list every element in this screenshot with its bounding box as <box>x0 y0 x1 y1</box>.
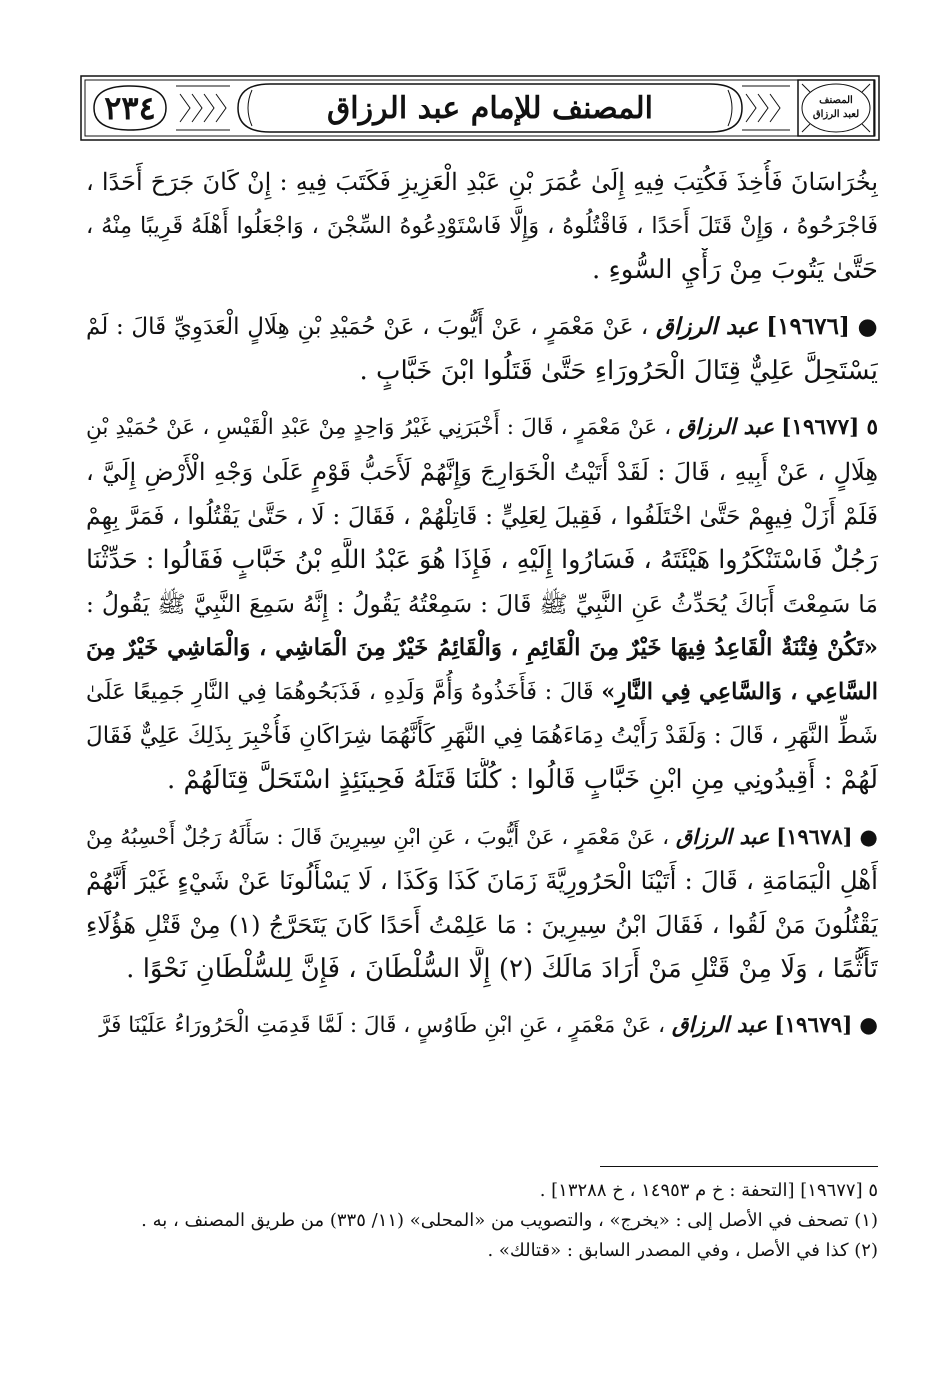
text-run: ، عَنْ مَعْمَرٍ ، عَنْ أَيُّوبَ ، عَنْ حُمَيْدِ بْنِ هِلَالٍ الْعَدَوِيِّ قَالَ : لَمْ <box>86 314 649 340</box>
text-line <box>86 815 878 859</box>
main-text <box>86 160 878 1061</box>
text-run: مَا سَمِعْتَ أَبَاكَ يُحَدِّثُ عَنِ النَّبِيِّ ﷺ قَالَ : سَمِعْتُهُ يَقُولُ : إِنَّهُ سَمِعَ النَّبِيَّ ﷺ يَقُولُ : <box>86 590 878 618</box>
text-run: يَقْتُلُونَ مَنْ لَقُوا ، فَقَالَ ابْنُ سِيرِينَ : مَا عَلِمْتُ أَحَدًا كَانَ يَتَحَرَّجُ (١) مِنْ قَتْلِ هَؤُلَاءِ <box>86 911 878 939</box>
narrator-name: عبد الرزاق <box>675 824 770 849</box>
text-line <box>86 204 878 248</box>
footnote-separator <box>600 1166 878 1167</box>
paragraph-h-19678 <box>86 815 878 991</box>
narrator-name: عبد الرزاق <box>656 313 759 340</box>
book-emblem-text <box>796 90 876 126</box>
text-line <box>86 538 878 582</box>
text-line <box>86 714 878 758</box>
footnote-1: (١) تصحف في الأصل إلى : «يخرج» ، والتصويب من «المحلى» (١١/ ٣٣٥) من طريق المصنف ، به . <box>141 1210 878 1231</box>
text-run: حَتَّىٰ يَتُوبَ مِنْ رَأْيِ السُّوءِ . <box>591 255 878 285</box>
text-run: فَاجْرَحُوهُ ، وَإِنْ قَتَلَ أَحَدًا ، فَاقْتُلُوهُ ، وَإِلَّا فَاسْتَوْدِعُوهُ السِّجْنَ ، وَاجْعَلُوا أَهْلَهُ قَرِيبًا مِنْهُ ، <box>86 213 878 239</box>
text-line <box>86 670 878 714</box>
footnote-hadith-ref: ٥ [١٩٦٧٧] [التحفة : خ م ١٤٩٥٣ ، خ ١٣٢٨٨] . <box>539 1180 878 1201</box>
hadith-marker: ● <box>859 1013 878 1038</box>
text-line <box>86 859 878 903</box>
text-line <box>86 758 878 802</box>
text-run: لَهُمْ : أَقِيدُونِي مِنِ ابْنِ خَبَّابٍ قَالُوا : كُلُّنَا قَتَلَهُ فَحِينَئِذٍ اسْتَحَلَّ قِتَالَهُمْ . <box>167 765 878 795</box>
hadith-marker: ٥ <box>866 415 878 440</box>
text-line <box>86 450 878 494</box>
narrator-name: عبد الرزاق <box>678 415 775 440</box>
text-run: قَالَ : فَأَخَذُوهُ وَأُمَّ وَلَدِهِ ، فَذَبَحُوهُمَا فِي النَّارِ جَمِيعًا عَلَىٰ <box>86 679 594 705</box>
text-run: تَأَثُّمًا ، وَلَا مِنْ قَتْلِ مَنْ أَرَادَ مَالَكَ (٢) إِلَّا السُّلْطَانَ ، فَإِنَّ لِلسُّلْطَانِ نَحْوًا . <box>126 954 878 984</box>
text-run: رَجُلٌ فَاسْتَنْكَرُوا هَيْئَتَهُ ، فَسَارُوا إِلَيْهِ ، فَإِذَا هُوَ عَبْدُ اللَّهِ بْنُ خَبَّابٍ فَقَالُوا : حَدِّثْنَا <box>86 545 878 575</box>
hadith-number: [١٩٦٧٧] <box>781 415 860 440</box>
emblem-line-2: لعبد الرزاق <box>812 109 860 120</box>
hadith-quote: السَّاعِي ، وَالسَّاعِي فِي النَّارِ» <box>601 679 878 705</box>
text-run: فَلَمْ أَزَلْ فِيهِمْ حَتَّىٰ اخْتَلَفُوا ، فَقِيلَ لِعَلِيٍّ : قَاتِلْهُمْ ، فَقَالَ : لَا ، حَتَّىٰ يَقْتُلُوا ، فَمَرَّ بِهِمْ <box>86 502 878 530</box>
page-header <box>80 72 880 144</box>
footnotes <box>86 1176 878 1266</box>
paragraph-h-19677 <box>86 406 878 802</box>
text-line <box>86 626 878 670</box>
paragraph-h-19676 <box>86 305 878 393</box>
hadith-number: [١٩٦٧٩] <box>774 1013 853 1038</box>
text-run: بِخُرَاسَانَ فَأُخِذَ فَكُتِبَ فِيهِ إِلَىٰ عُمَرَ بْنِ عَبْدِ الْعَزِيزِ فَكَتَبَ فِيهِ : إِنْ كَانَ جَرَحَ أَحَدًا ، <box>86 168 878 196</box>
text-line <box>86 406 878 450</box>
hadith-marker: ● <box>857 313 878 340</box>
page-number: ٢٣٤ <box>104 89 156 127</box>
text-line <box>86 1004 878 1048</box>
running-title: المصنف للإمام عبد الرزاق <box>327 90 653 126</box>
text-line <box>86 305 878 349</box>
hadith-quote: «تَكُنْ فِتْنَةٌ الْقَاعِدُ فِيهَا خَيْرٌ مِنَ الْقَائِمِ ، وَالْقَائِمُ خَيْرٌ مِنَ الْمَاشِي ، وَالْمَاشِي خَيْرٌ مِنَ <box>86 634 878 661</box>
text-run: هِلَالٍ ، عَنْ أَبِيهِ ، قَالَ : لَقَدْ أَتَيْتُ الْخَوَارِجَ وَإِنَّهُمْ لَأَحَبُّ قَوْمٍ عَلَىٰ وَجْهِ الْأَرْضِ إِلَيَّ ، <box>86 458 878 486</box>
text-line <box>86 494 878 538</box>
paragraph-h-19679 <box>86 1004 878 1048</box>
footnote-2: (٢) كذا في الأصل ، وفي المصدر السابق : «قتالك» . <box>487 1240 878 1261</box>
emblem-line-1: المصنف <box>819 95 853 106</box>
paragraph-p-continuation <box>86 160 878 292</box>
narrator-name: عبد الرزاق <box>671 1013 768 1038</box>
hadith-number: [١٩٦٧٦] <box>766 313 850 340</box>
text-run: شَطِّ النَّهَرِ ، قَالَ : وَلَقَدْ رَأَيْتُ دِمَاءَهُمَا فِي النَّهَرِ كَأَنَّهُمَا شِرَاكَانِ فَأُخْبِرَ بِذَلِكَ عَلِيٌّ فَقَالَ <box>86 723 878 749</box>
text-line <box>86 349 878 393</box>
text-line <box>86 947 878 991</box>
text-run: ، عَنْ مَعْمَرٍ ، قَالَ : أَخْبَرَنِي غَيْرُ وَاحِدٍ مِنْ عَبْدِ الْقَيْسِ ، عَنْ حُمَيْدِ بْنِ <box>86 415 672 440</box>
text-run: ، عَنْ مَعْمَرٍ ، عَنْ أَيُّوبَ ، عَنِ ابْنِ سِيرِينَ قَالَ : سَأَلَهُ رَجُلٌ أَحْسِبُهُ مِنْ <box>86 825 670 849</box>
text-line <box>86 248 878 292</box>
text-line <box>86 160 878 204</box>
text-line <box>86 582 878 626</box>
text-run: أَهْلِ الْيَمَامَةِ ، قَالَ : أَتَيْنَا الْحَرُورِيَّةَ زَمَانَ كَذَا وَكَذَا ، لَا يَسْأَلُونَا عَنْ شَيْءٍ غَيْرَ أَنَّهُمْ <box>86 866 878 895</box>
hadith-number: [١٩٦٧٨] <box>776 824 853 849</box>
text-line <box>86 903 878 947</box>
text-run: يَسْتَحِلَّ عَلِيٌّ قِتَالَ الْحَرُورَاءِ حَتَّىٰ قَتَلُوا ابْنَ خَبَّابٍ . <box>359 356 878 386</box>
hadith-marker: ● <box>859 824 878 849</box>
text-run: ، عَنْ مَعْمَرٍ ، عَنِ ابْنِ طَاوُسٍ ، قَالَ : لَمَّا قَدِمَتِ الْحَرُورَاءُ عَلَيْنَا فَرَّ <box>99 1013 666 1038</box>
